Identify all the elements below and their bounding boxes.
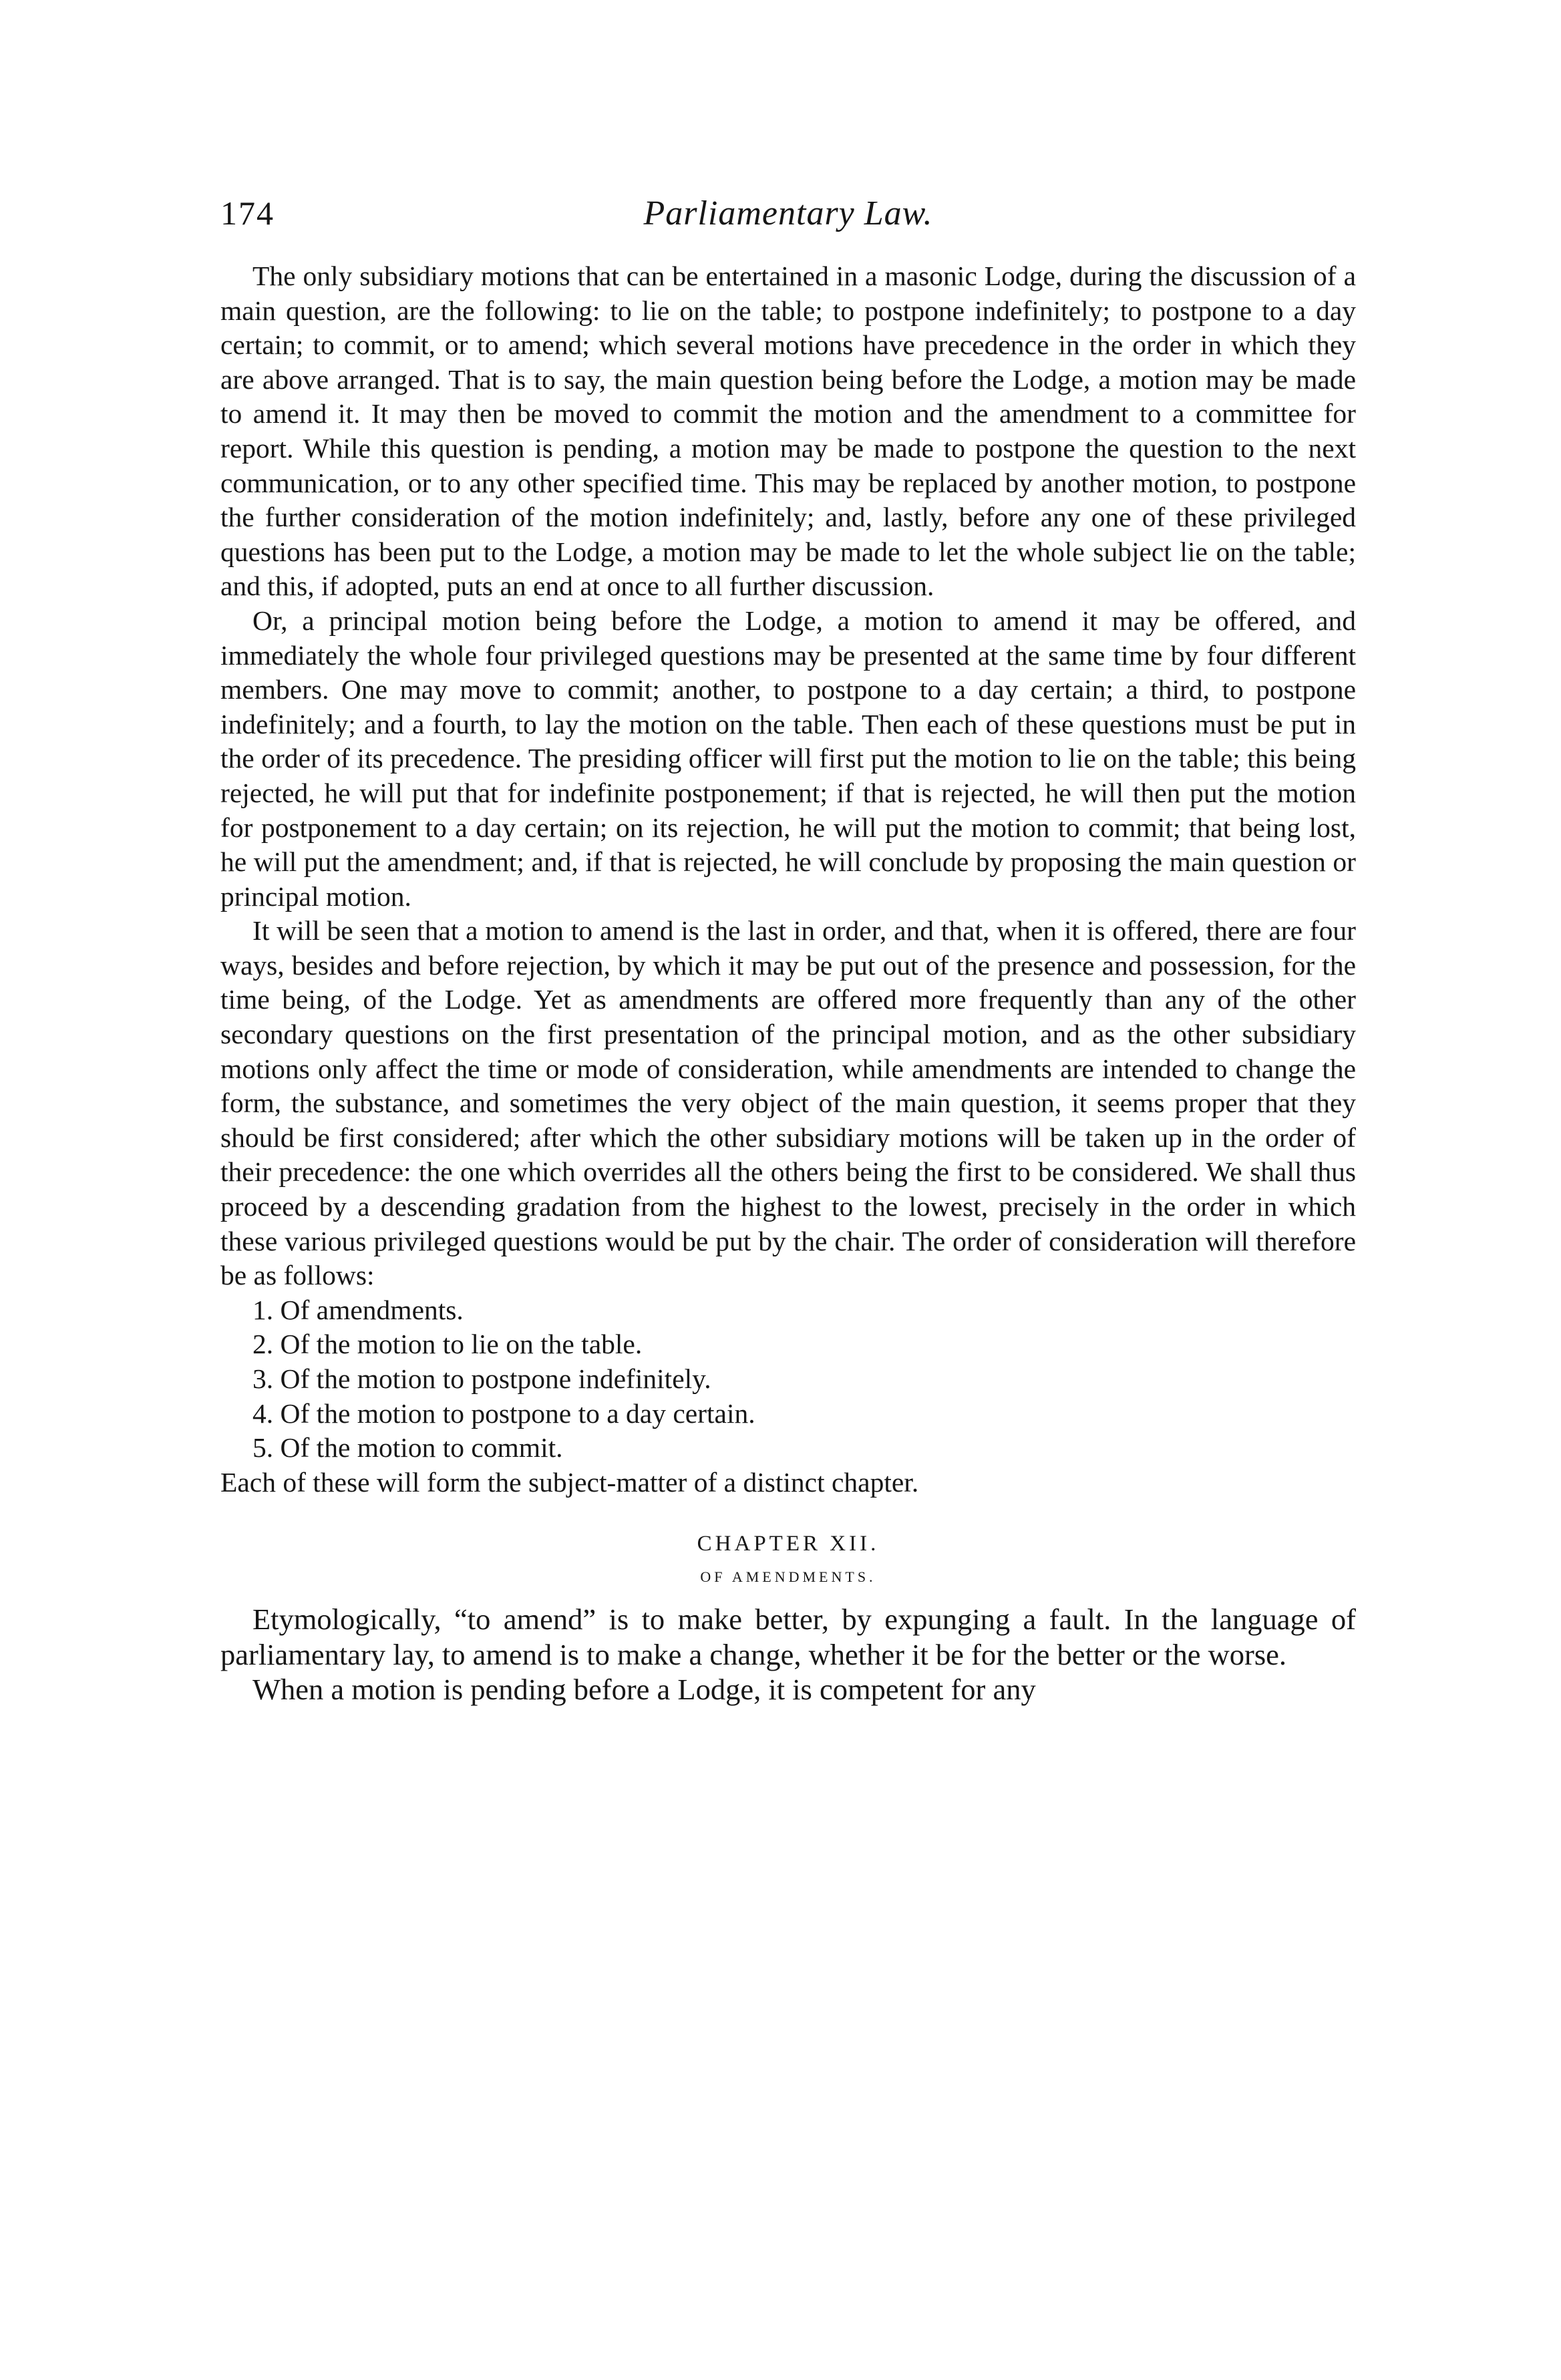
chapter-text: [220, 1602, 1356, 1707]
page-header: [220, 194, 1356, 247]
list-item: 3. Of the motion to postpone indefinitely.: [252, 1363, 711, 1394]
closing-sentence: Each of these will form the subject-matter of a distinct chapter.: [220, 1466, 919, 1498]
page-number: 174: [220, 194, 275, 232]
chapter-heading: CHAPTER XII.: [697, 1532, 880, 1556]
precedence-list: [220, 1293, 1356, 1466]
paragraph: It will be seen that a motion to amend is the last in order, and that, when it is offered, there are four ways, besides and before rejection, by which it may be put out of the presence and possession, for the time being, of the Lodge. Yet as amendments are offered more frequently than any of the other secondary questions on the first presentation of the principal motion, and as the other subsidiary motions only affect the time or mode of consideration, while amendments are intended to change the form, the substance, and sometimes the very object of the main question, it seems proper that they should be first considered; after which the other subsidiary motions will be taken up in the order of their precedence: the one which overrides all the others being the first to be considered. We shall thus proceed by a descending gradation from the highest to the lowest, precisely in the order in which these various privileged questions would be put by the chair. The order of consideration will therefore be as follows:: [220, 915, 1356, 1291]
paragraph: The only subsidiary motions that can be entertained in a masonic Lodge, during the discussion of a main question, are the following: to lie on the table; to postpone indefinitely; to postpone to a day certain; to commit, or to amend; which several motions have precedence in the order in which they are above arranged. That is to say, the main question being before the Lodge, a motion may be made to amend it. It may then be moved to commit the motion and the amendment to a committee for report. While this question is pending, a motion may be made to postpone the question to the next communication, or to any other specified time. This may be replaced by another motion, to postpone the further consideration of the motion indefinitely; and, lastly, before any one of these privileged questions has been put to the Lodge, a motion may be made to let the whole subject lie on the table; and this, if adopted, puts an end at once to all further discussion.: [220, 261, 1356, 602]
chapter-subheading: OF AMENDMENTS.: [700, 1568, 876, 1586]
paragraph: When a motion is pending before a Lodge, it is competent for any: [252, 1673, 1036, 1707]
list-item: 1. Of amendments.: [252, 1294, 464, 1325]
list-item: 4. Of the motion to postpone to a day certain.: [252, 1397, 755, 1429]
list-item: 5. Of the motion to commit.: [252, 1432, 563, 1464]
running-title: Parliamentary Law.: [643, 194, 933, 232]
paragraph: Etymologically, “to amend” is to make better, by expunging a fault. In the language of parliamentary lay, to amend is to make a change, whether it be for the better or the worse.: [220, 1602, 1356, 1671]
paragraph: Or, a principal motion being before the Lodge, a motion to amend it may be offered, and immediately the whole four privileged questions may be presented at the same time by four different members. One may move to commit; another, to postpone to a day certain; a third, to postpone indefinitely; and a fourth, to lay the motion on the table. Then each of these questions must be put in the order of its precedence. The presiding officer will first put the motion to lie on the table; this being rejected, he will put that for indefinite postponement; if that is rejected, he will then put the motion for postponement to a day certain; on its rejection, he will put the motion to commit; that being lost, he will put the amendment; and, if that is rejected, he will conclude by proposing the main question or principal motion.: [220, 605, 1356, 912]
list-item: 2. Of the motion to lie on the table.: [252, 1329, 643, 1360]
body-text: [220, 259, 1356, 1293]
book-page: [220, 194, 1356, 1707]
